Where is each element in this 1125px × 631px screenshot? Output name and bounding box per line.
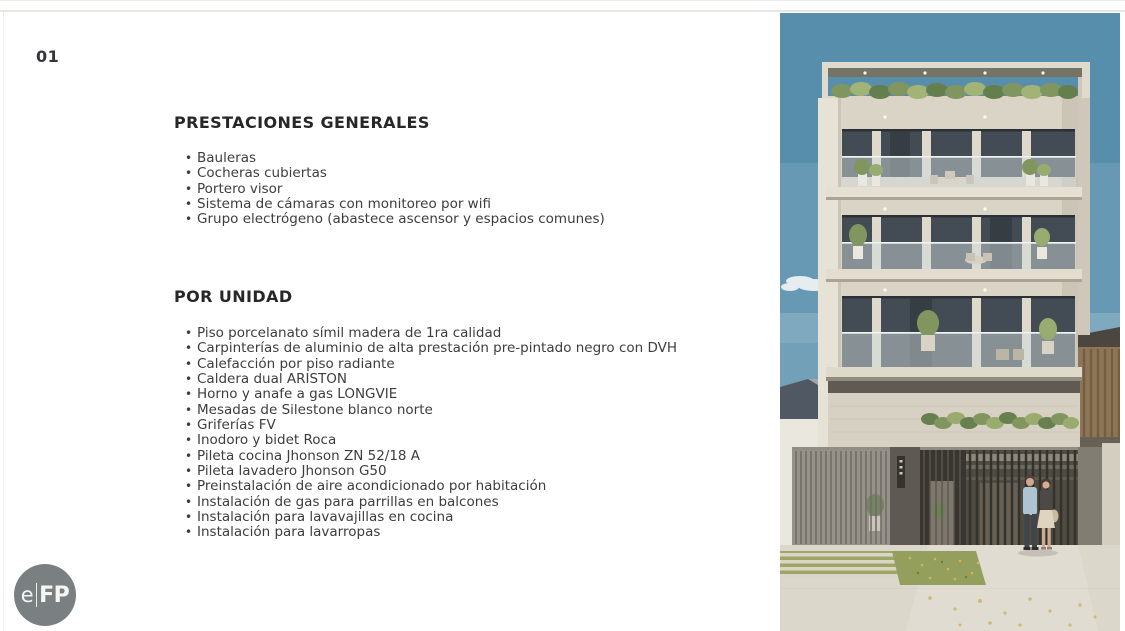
- list-item: • Carpinterías de aluminio de alta prestación pre-pintado negro con DVH: [185, 341, 677, 356]
- list-item: • Inodoro y bidet Roca: [185, 433, 677, 448]
- list-item: • Pileta lavadero Jhonson G50: [185, 464, 677, 479]
- list-item: • Horno y anafe a gas LONGVIE: [185, 387, 677, 402]
- list-item: • Calefacción por piso radiante: [185, 357, 677, 372]
- list-item: • Grupo electrógeno (abastece ascensor y espacios comunes): [185, 212, 605, 227]
- page-top-border: [0, 0, 1125, 1]
- list-item: • Griferías FV: [185, 418, 677, 433]
- page-divider-line: [0, 10, 1125, 12]
- building-render-image: [780, 13, 1120, 631]
- list-item: • Caldera dual ARISTON: [185, 372, 677, 387]
- section-title-por-unidad: POR UNIDAD: [174, 287, 293, 306]
- logo-letters-fp: FP: [39, 582, 70, 608]
- list-item: • Sistema de cámaras con monitoreo por wifi: [185, 197, 605, 212]
- logo-divider: [36, 583, 38, 607]
- section-title-prestaciones-generales: PRESTACIONES GENERALES: [174, 113, 430, 132]
- list-item: • Piso porcelanato símil madera de 1ra calidad: [185, 326, 677, 341]
- list-item: • Pileta cocina Jhonson ZN 52/18 A: [185, 449, 677, 464]
- list-item: • Instalación para lavarropas: [185, 525, 677, 540]
- page-left-border: [3, 12, 4, 631]
- logo-letter-e: e: [20, 583, 34, 607]
- por-unidad-list: [185, 326, 677, 541]
- list-item: • Instalación para lavavajillas en cocina: [185, 510, 677, 525]
- building-render-svg: [780, 13, 1120, 631]
- page-number: 01: [36, 47, 60, 66]
- list-item: • Cocheras cubiertas: [185, 166, 605, 181]
- list-item: • Mesadas de Silestone blanco norte: [185, 403, 677, 418]
- efp-logo: [14, 564, 76, 626]
- list-item: • Instalación de gas para parrillas en balcones: [185, 495, 677, 510]
- list-item: • Bauleras: [185, 151, 605, 166]
- list-item: • Portero visor: [185, 182, 605, 197]
- prestaciones-generales-list: [185, 151, 605, 228]
- list-item: • Preinstalación de aire acondicionado por habitación: [185, 479, 677, 494]
